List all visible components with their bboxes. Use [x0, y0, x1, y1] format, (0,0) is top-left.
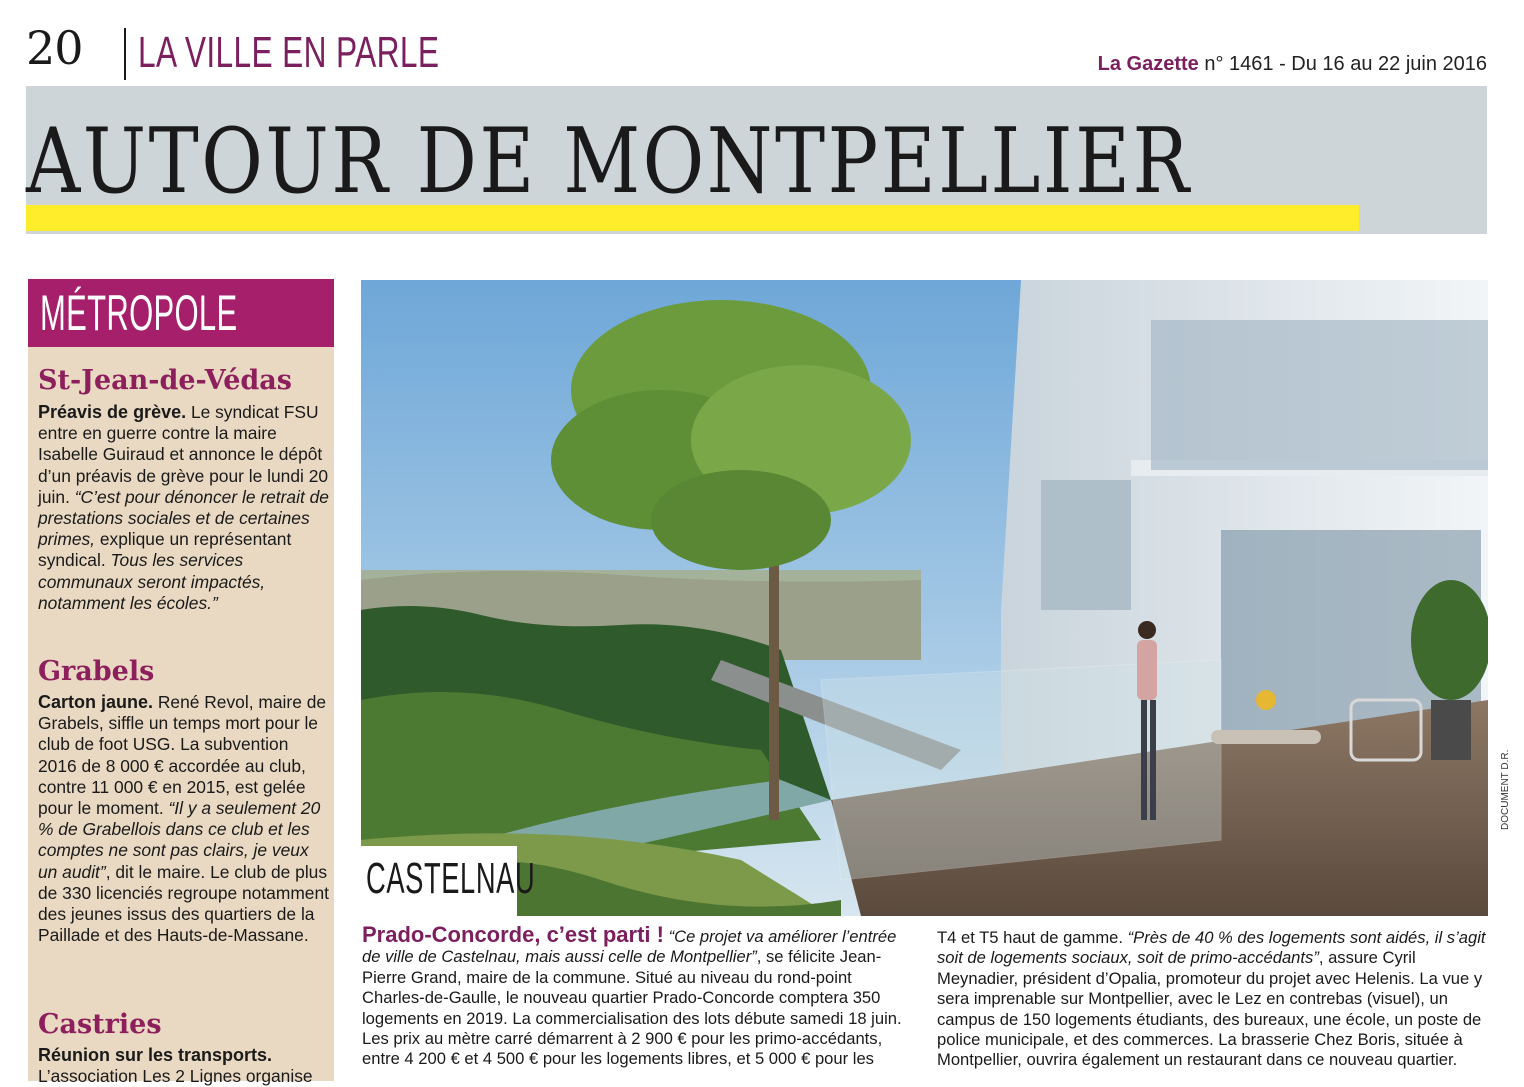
brief-lead: Préavis de grève.: [38, 402, 187, 422]
article-text: T4 et T5 haut de gamme.: [937, 928, 1128, 947]
issue-number-dates: n° 1461 - Du 16 au 22 juin 2016: [1204, 53, 1487, 75]
article-column-2: [937, 928, 1489, 1071]
brief-quote: Tous les services communaux seront impactés, notamment les écoles.”: [38, 550, 266, 613]
brief-text: explique un représentant syndical.: [38, 529, 292, 571]
brief-lead: Carton jaune.: [38, 692, 154, 712]
brief-text: Le syndicat FSU entre en guerre contre la maire Isabelle Guiraud et annonce le dépôt d’un préavis de grève pour le lundi 20 juin.: [38, 402, 329, 507]
brief-quote: “C’est pour dénoncer le retrait de prestations sociales et de certaines primes,: [38, 486, 329, 550]
brief-quote: “Il y a seulement 20 % de Grabellois dans ce club et les comptes ne sont pas clairs, je veux un audit”: [38, 798, 321, 882]
photo-illustration: [361, 280, 1488, 916]
brief-st-jean: [38, 402, 330, 614]
section-title: LA VILLE EN PARLE: [138, 28, 440, 77]
article-text: , assure Cyril Meynadier, président d’Opalia, promoteur du projet avec Helenis. La vue y sera imprenable sur Montpellier, avec le Lez en contrebas (visuel), un campus de 150 logements étudiants, des bureaux, une école, un poste de police municipale, et des commerces. La brasserie Chez Boris, située à Montpellier, ouvrira également un restaurant dans ce nouveau quartier.: [937, 948, 1483, 1070]
banner-title: AUTOUR DE MONTPELLIER: [26, 109, 1192, 214]
header-divider: [124, 28, 126, 80]
article-photo: [361, 280, 1488, 916]
article-quote: “Ce projet va améliorer l’entrée de ville de Castelnau, mais aussi celle de Montpellier”: [362, 927, 897, 967]
town-heading-grabels: Grabels: [38, 656, 155, 687]
article-quote: “Près de 40 % des logements sont aidés, il s’agit soit de logements sociaux, soit de primo-accédants”: [937, 928, 1486, 968]
photo-credit: DOCUMENT D.R.: [1500, 749, 1511, 830]
brief-text: L’association Les 2 Lignes organise: [38, 1066, 313, 1087]
brief-grabels: [38, 692, 330, 946]
town-heading-st-jean: St-Jean-de-Védas: [38, 365, 292, 396]
issue-info: [1098, 51, 1487, 77]
brief-text: , dit le maire. Le club de plus de 330 licenciés regroupe notamment des jeunes issus des quartiers de la Paillade et des Hauts-de-Massane.: [38, 861, 329, 946]
article-text: , se félicite Jean-Pierre Grand, maire de la commune. Situé au niveau du rond-point Charles-de-Gaulle, le nouveau quartier Prado-Concorde comptera 350 logements en 2019. La commercialisation des lots débute samedi 18 juin. Les prix au mètre carré démarrent à 2 900 € pour les primo-accédants, entre 4 200 € et 4 500 € pour les logements libres, et 5 000 € pour les: [362, 947, 902, 1069]
brief-lead: Réunion sur les transports.: [38, 1045, 273, 1065]
article-column-1: [362, 922, 914, 1070]
town-heading-castries: Castries: [38, 1009, 162, 1040]
sidebar-heading: MÉTROPOLE: [40, 285, 238, 341]
page-number: 20: [26, 21, 83, 75]
article-kicker: Prado-Concorde, c’est parti !: [362, 922, 664, 947]
brief-text: René Revol, maire de Grabels, siffle un temps mort pour le club de foot USG. La subvention 2016 de 8 000 € accordée au club, contre 11 000 € en 2015, est gelée pour le moment.: [38, 692, 327, 819]
location-label: CASTELNAU: [366, 854, 536, 903]
publication-name: La Gazette: [1097, 53, 1199, 75]
